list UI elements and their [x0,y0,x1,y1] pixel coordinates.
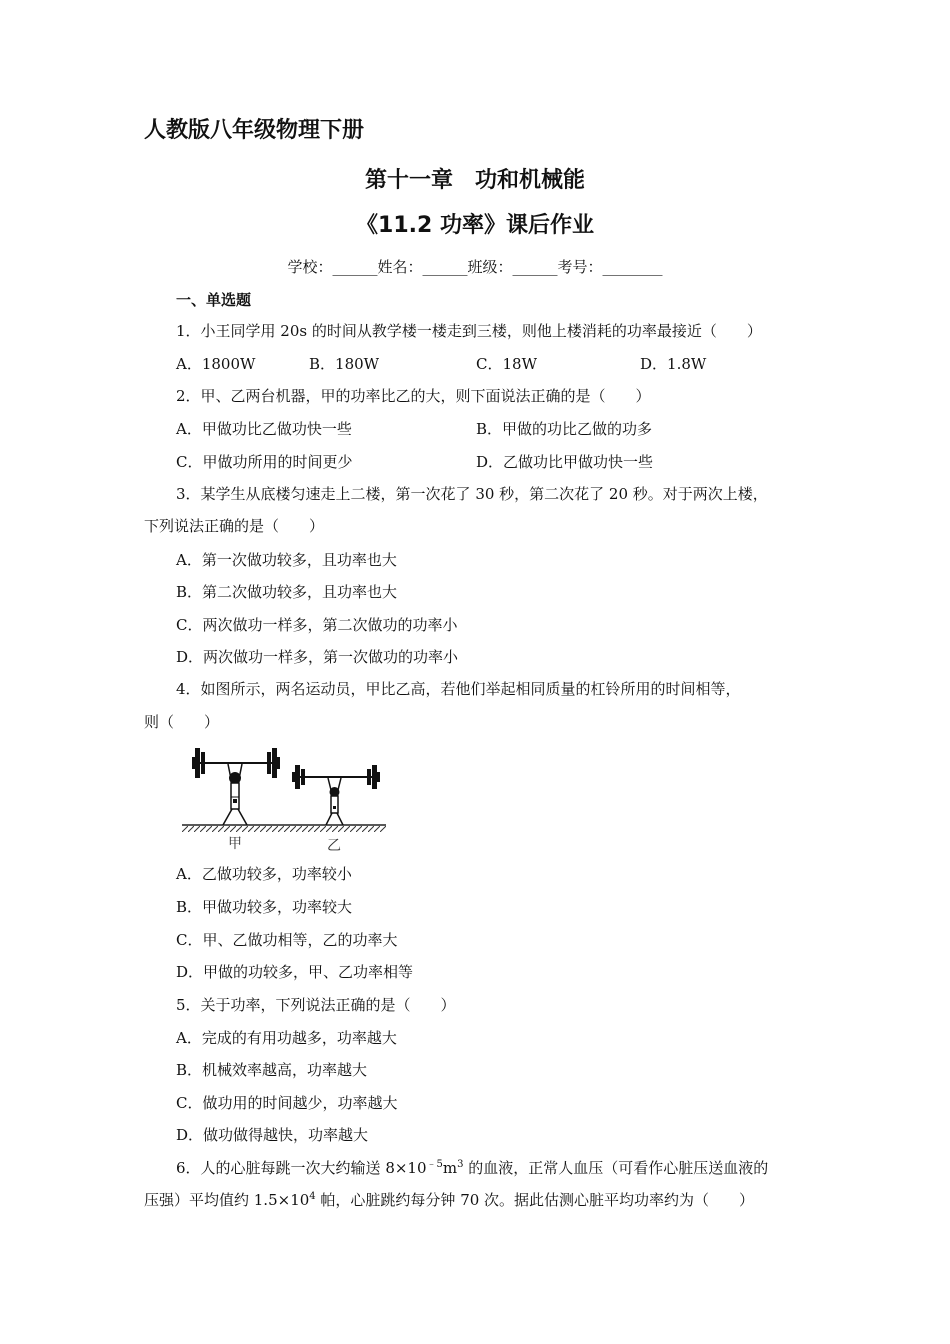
q2-option-b: B．甲做的功比乙做的功多 [476,420,653,438]
q5-stem: 5．关于功率，下列说法正确的是（ ） [176,996,456,1014]
q2-option-a: A．甲做功比乙做功快一些 [176,420,352,438]
lifter-jia [192,748,280,825]
q6-exp-3: 4 [309,1191,316,1202]
q6-exp-1: ﹣5 [426,1159,443,1170]
q3-option-b: B．第二次做功较多，且功率也大 [176,583,398,601]
q2-stem: 2．甲、乙两台机器，甲的功率比乙的大，则下面说法正确的是（ ） [176,387,651,405]
q4-stem-line2: 则（ ） [144,713,220,731]
q1-option-c: C．18W [476,355,537,373]
q3-option-a: A．第一次做功较多，且功率也大 [176,551,397,569]
q6-stem-line1 [176,1158,768,1178]
q6-text-2a: 压强）平均值约 1.5×10 [144,1191,310,1209]
q4-option-a: A．乙做功较多，功率较小 [176,865,352,883]
q3-stem-line1: 3．某学生从底楼匀速走上二楼，第一次花了 30 秒，第二次花了 20 秒。对于两次上楼， [176,485,768,503]
q3-stem-line2: 下列说法正确的是（ ） [144,517,325,535]
q1-option-a: A．1800W [176,355,256,373]
q2-option-d: D．乙做功比甲做功快一些 [476,453,654,471]
q4-option-b: B．甲做功较多，功率较大 [176,898,353,916]
q4-stem-line1: 4．如图所示，两名运动员，甲比乙高，若他们举起相同质量的杠铃所用的时间相等， [176,680,741,698]
q6-text-1c: 的血液，正常人血压（可看作心脏压送血液的 [463,1159,769,1177]
q4-option-c: C．甲、乙做功相等，乙的功率大 [176,931,398,949]
q1-option-d: D．1.8W [640,355,707,373]
q6-text-1a: 6．人的心脏每跳一次大约输送 8×10 [176,1159,427,1177]
q2-option-c: C．甲做功所用的时间更少 [176,453,353,471]
q6-unit: m [442,1159,458,1177]
q5-option-c: C．做功用的时间越少，功率越大 [176,1094,398,1112]
book-title: 人教版八年级物理下册 [144,118,365,143]
q4-option-d: D．甲做的功较多，甲、乙功率相等 [176,963,414,981]
chapter-title: 第十一章 功和机械能 [364,168,585,193]
lesson-title: 《11.2 功率》课后作业 [356,213,594,238]
q1-option-b: B．180W [309,355,380,373]
label-jia: 甲 [228,836,242,852]
student-info-line: 学校：______姓名：______班级：______考号：________ [287,258,663,276]
q6-exp-2: 3 [457,1159,464,1170]
label-yi: 乙 [327,838,341,854]
weightlifters-figure [176,742,391,854]
q1-stem: 1．小王同学用 20s 的时间从教学楼一楼走到三楼，则他上楼消耗的功率最接近（ ） [176,322,762,340]
lifter-yi [292,765,380,825]
q5-option-a: A．完成的有用功越多，功率越大 [176,1029,397,1047]
q6-text-2b: 帕，心脏跳约每分钟 70 次。据此估测心脏平均功率约为（ ） [315,1191,755,1209]
q3-option-c: C．两次做功一样多，第二次做功的功率小 [176,616,458,634]
q3-option-d: D．两次做功一样多，第一次做功的功率小 [176,648,459,666]
q6-stem-line2 [144,1190,754,1210]
section-title: 一、单选题 [176,291,252,309]
q5-option-d: D．做功做得越快，功率越大 [176,1126,369,1144]
q5-option-b: B．机械效率越高，功率越大 [176,1061,368,1079]
